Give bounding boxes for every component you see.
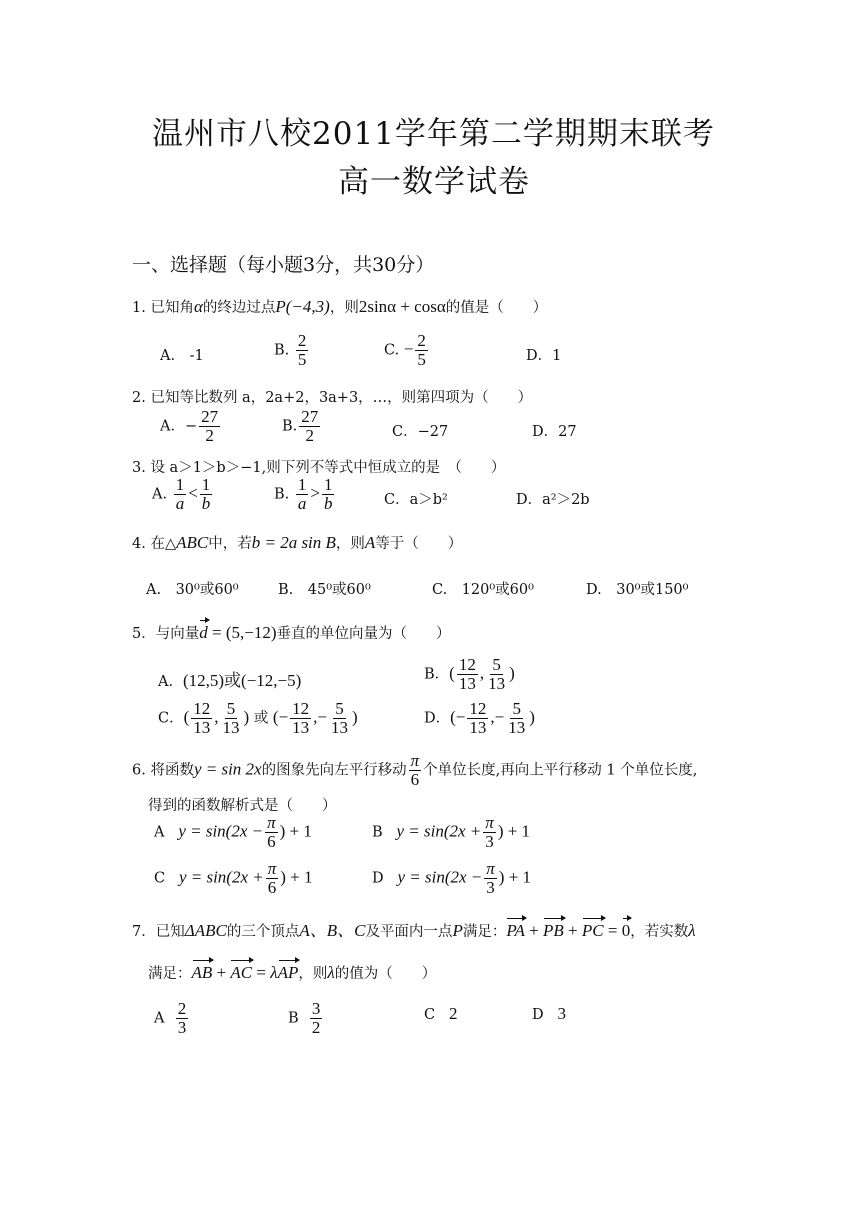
q4-option-b: B. 45⁰或60⁰	[278, 582, 371, 598]
question-6-stem: 6. 将函数y = sin 2x的图象先向左平行移动 $\frac{\pi}{6}$ 个单位长度,再向上平行移动 1 个单位长度,	[132, 751, 698, 789]
q6-option-a: A y = sin(2x − $\frac{\pi}{6}$ ) + 1	[154, 813, 312, 851]
q6-option-c: C y = sin(2x + $\frac{\pi}{6}$ ) + 1	[154, 859, 313, 897]
q1-option-c: C. − $\frac{2}{5}$	[384, 331, 426, 369]
title-line-2: 高一数学试卷	[338, 164, 530, 200]
question-5-stem: 5．与向量d = (5,−12)垂直的单位向量为（ ）	[132, 623, 451, 642]
q2-option-c: C．−27	[392, 424, 449, 440]
q2-option-b: B. $\frac{27}{2}$	[282, 407, 319, 445]
q5-option-a: A．(12,5)或(−12,−5)	[158, 671, 302, 690]
q4-option-d: D. 30⁰或150⁰	[586, 582, 689, 598]
q5-option-c: C．( $\frac{12}{13}$ , $\frac{5}{13}$ ) 或 (− $\frac{12}{13}$ ,− $\frac{5}{13}$ )	[158, 699, 358, 737]
section-heading: 一、选择题（每小题3分，共30分）	[132, 254, 435, 276]
question-2-stem: 2. 已知等比数列 a，2a+2，3a+3，…，则第四项为（ ）	[132, 390, 533, 406]
q1-option-a: A. -1	[160, 348, 204, 364]
title-line-1: 温州市八校2011学年第二学期期末联考	[152, 116, 715, 152]
q2-option-d: D．27	[532, 424, 577, 440]
q3-option-c: C．a＞b²	[384, 492, 448, 508]
q7-option-b: B $\frac{3}{2}$	[288, 999, 321, 1037]
q5-option-b: B．( $\frac{12}{13}$ , $\frac{5}{13}$ )	[424, 655, 515, 693]
q6-option-b: B y = sin(2x + $\frac{\pi}{3}$ ) + 1	[372, 813, 531, 851]
question-6-stem-cont: 得到的函数解析式是（ ）	[148, 798, 337, 814]
q3-option-b: B. $\frac{1}{a}$ > $\frac{1}{b}$	[274, 475, 333, 513]
question-3-stem: 3. 设 a＞1＞b＞−1,则下列不等式中恒成立的是 （ ）	[132, 460, 506, 476]
q7-option-d: D 3	[532, 1004, 566, 1023]
question-4-stem: 4. 在△ABC中，若b = 2a sin B，则A等于（ ）	[132, 533, 463, 552]
q3-option-d: D．a²＞2b	[516, 492, 590, 508]
question-7-stem: 7．已知ΔABC的三个顶点A、B、C及平面内一点P满足：PA + PB + PC = 0，若实数λ	[132, 921, 696, 940]
question-7-stem-cont: 满足：AB + AC = λAP，则λ的值为（ ）	[148, 963, 437, 982]
q1-option-d: D．1	[526, 348, 562, 364]
q2-option-a: A．− $\frac{27}{2}$	[160, 407, 219, 445]
q4-option-a: A. 30⁰或60⁰	[146, 582, 239, 598]
q4-option-c: C. 120⁰或60⁰	[432, 582, 534, 598]
q7-option-a: A $\frac{2}{3}$	[154, 999, 187, 1037]
q5-option-d: D．(− $\frac{12}{13}$ ,− $\frac{5}{13}$ )	[424, 699, 535, 737]
q1-option-b: B. $\frac{2}{5}$	[274, 331, 307, 369]
q6-option-d: D y = sin(2x − $\frac{\pi}{3}$ ) + 1	[372, 859, 532, 897]
q3-option-a: A. $\frac{1}{a}$ < $\frac{1}{b}$	[152, 475, 211, 513]
question-1-stem: 1. 已知角α的终边过点P(−4,3)，则2sinα + cosα的值是（ ）	[132, 297, 548, 316]
q7-option-c: C 2	[424, 1004, 458, 1023]
